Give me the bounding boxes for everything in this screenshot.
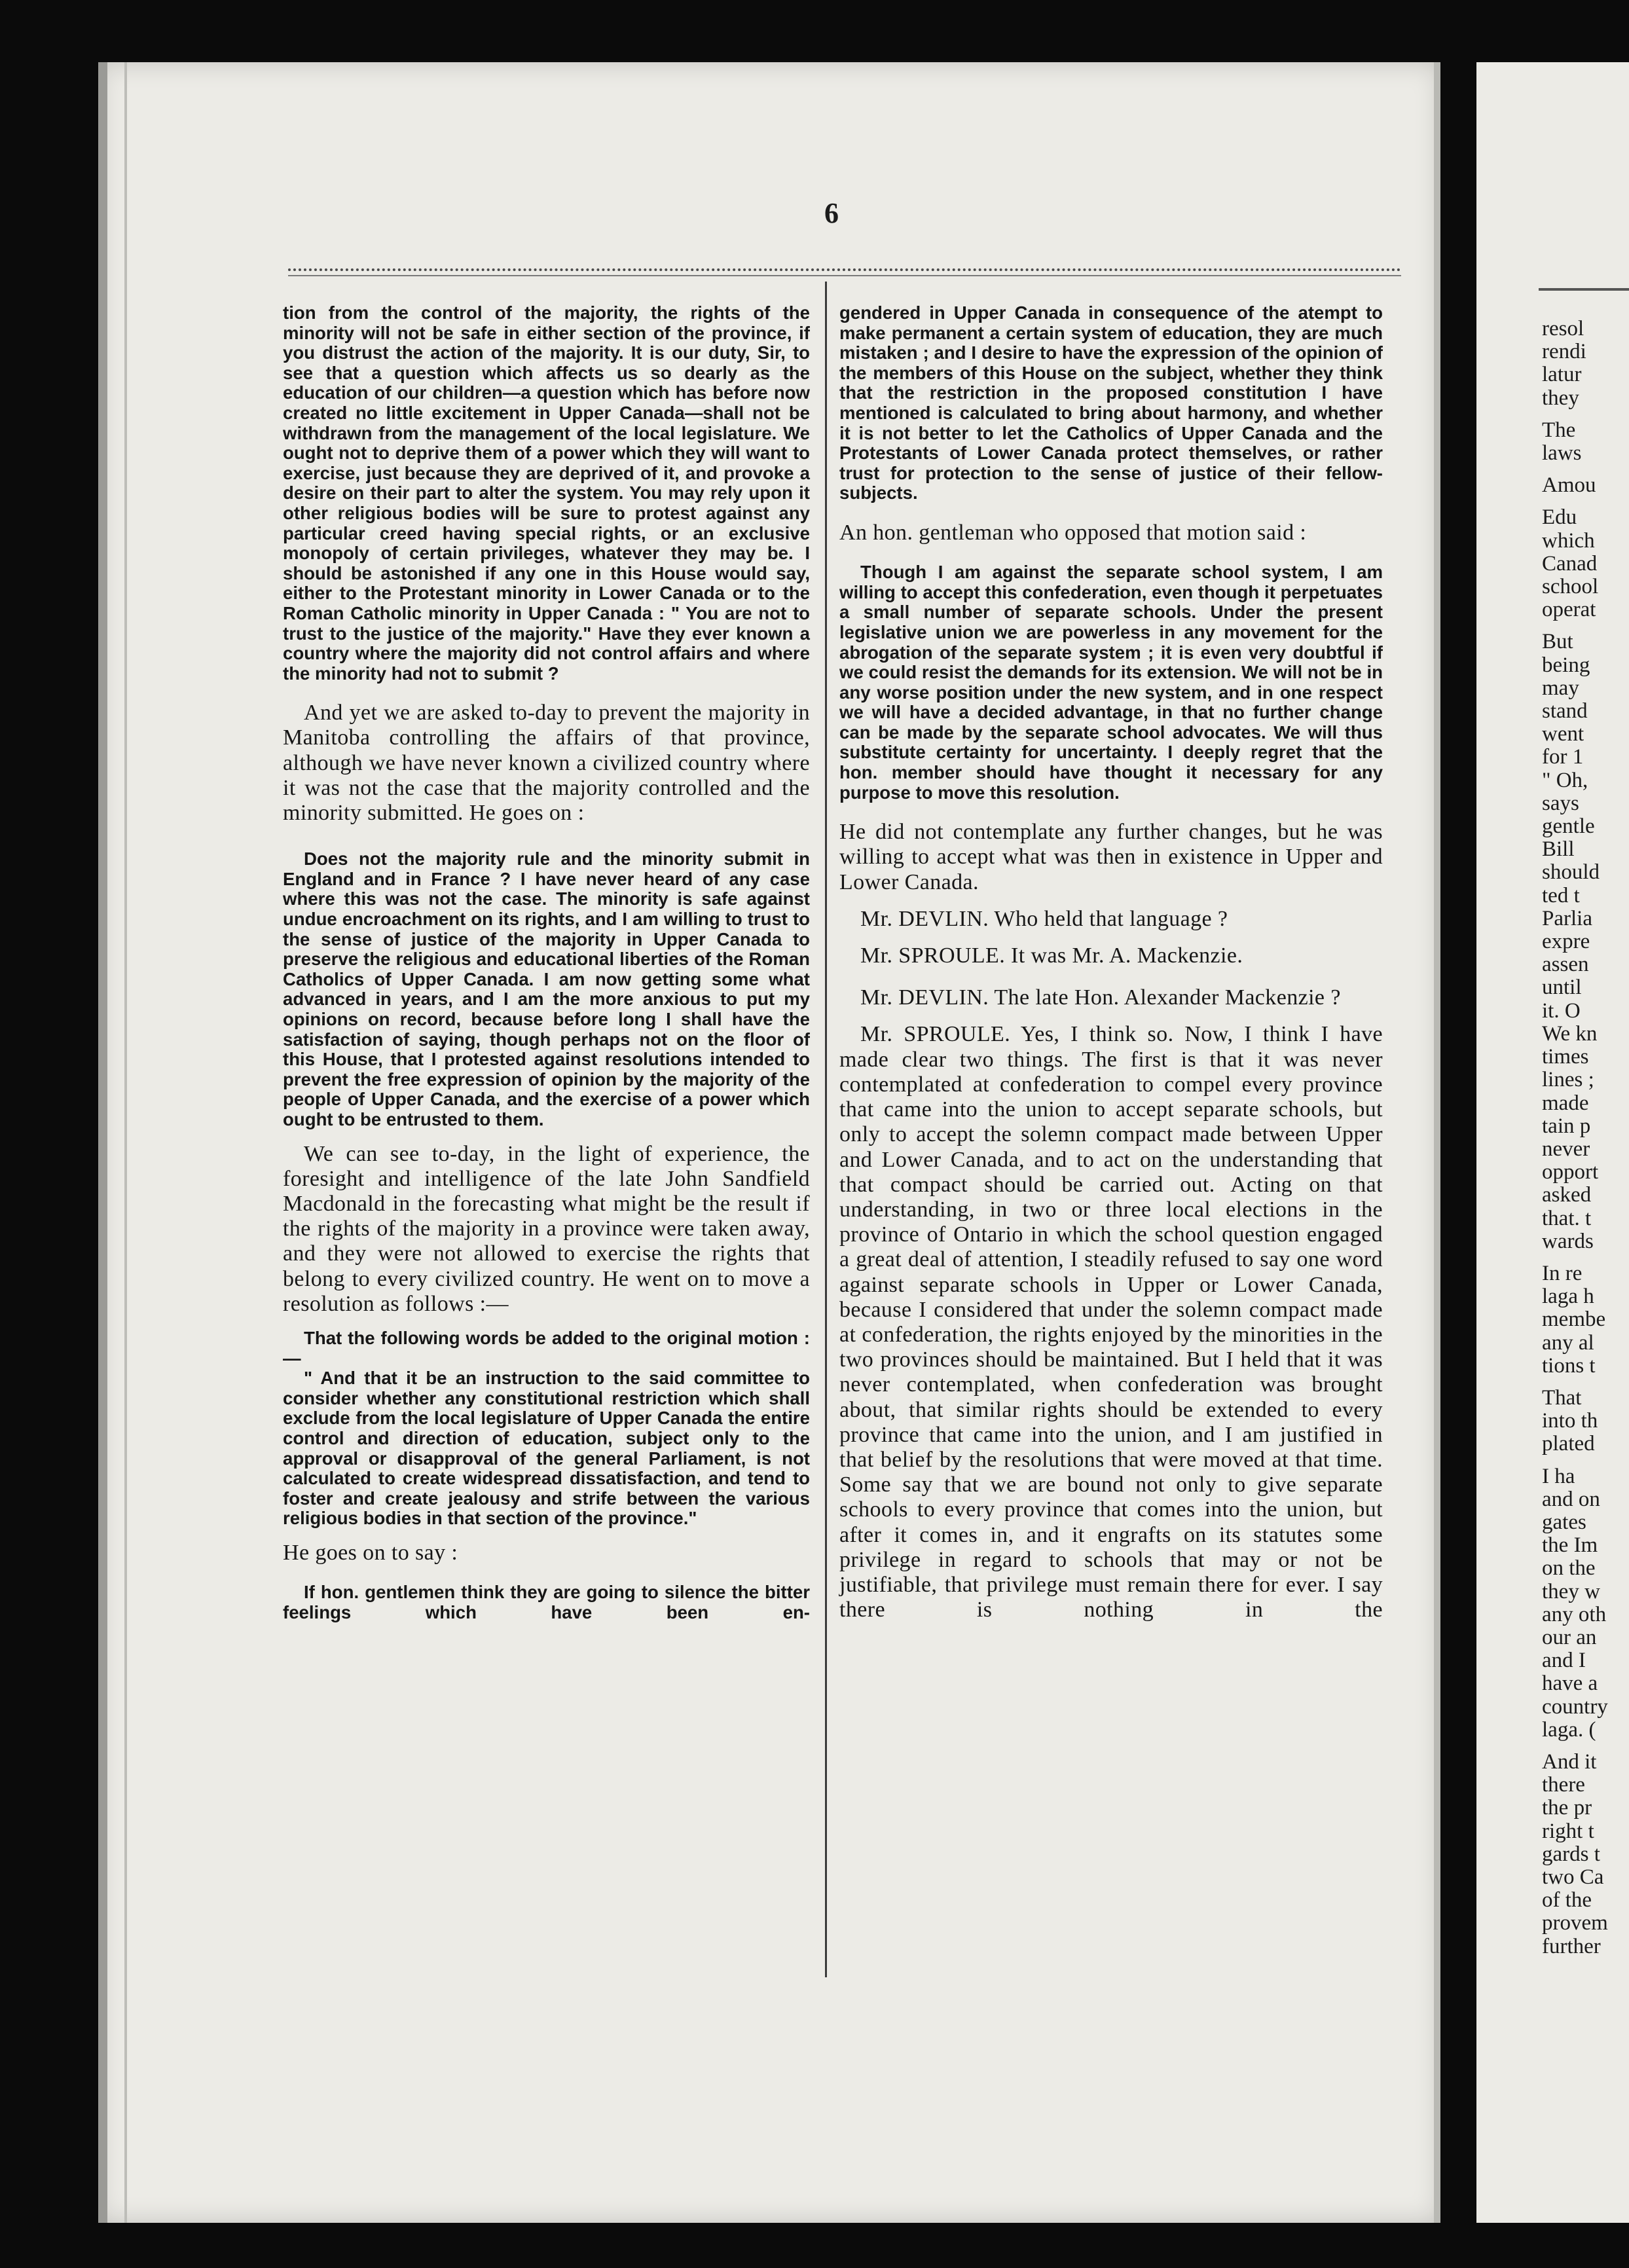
adjacent-page-gap [1542, 1378, 1629, 1387]
paragraph-quote: tion from the control of the majority, the rights of the minority will not be safe in either section of the province, if you distrust the action of the majority. It is our duty, Sir, to see that a question which affects us so dearly as the education of our children—a question which has before now created no little excitement in Upper Canada—shall not be withdrawn from the management of the local legislature. We ought not to deprive them of a power which they will want to exercise, just because they are deprived of it, and provoke a desire on their part to alter the system. You may rely upon it other religious bodies will be sure to protest against any particular creed having special rights, or an exclusive monopoly of certain privileges, whatever they may be. I should be astonished if any one in this House would say, either to the Protestant minority in Lower Canada or to the Roman Catholic minority in Upper Canada : " You are not to trust to the justice of the majority." Have they ever known a country where the majority did not control affairs and where the minority had not to submit ? [283, 302, 810, 684]
paragraph-quote: gendered in Upper Canada in consequence of the atempt to make permanent a certain system of education, they are much mistaken ; and I desire to have the expression of the opinion of the members of this House on the subject, whether they think that the restriction in the proposed constitution I have mentioned is calculated to bring about harmony, and whether it is not better to let the Catholics of Upper Canada and the Protestants of Lower Canada protect themselves, or rather trust for protection to the sense of justice of their fellow-subjects. [839, 302, 1383, 503]
adjacent-page-line: " Oh, [1542, 768, 1588, 792]
adjacent-page-gap [1542, 465, 1629, 474]
header-rule [288, 268, 1401, 271]
adjacent-page-line: right t [1542, 1819, 1594, 1843]
adjacent-page-line: any oth [1542, 1602, 1607, 1626]
column-divider [825, 282, 827, 1977]
adjacent-page-line: Bill [1542, 837, 1575, 862]
adjacent-page-line: any al [1542, 1330, 1594, 1355]
speaker-line: Mr. DEVLIN. The late Hon. Alexander Mackenzie ? [860, 985, 1341, 1010]
adjacent-page-gap [1542, 621, 1629, 631]
adjacent-page-text [1542, 318, 1629, 1958]
page-edge-right [1434, 62, 1440, 2223]
adjacent-page-line: latur [1542, 363, 1582, 387]
right-column [839, 303, 1383, 1622]
paragraph-quote: If hon. gentlemen think they are going to silence the bitter feelings which have been en- [283, 1582, 810, 1622]
adjacent-page-line: on the [1542, 1556, 1596, 1581]
adjacent-page-line: our an [1542, 1625, 1597, 1649]
adjacent-page-line: assen [1542, 953, 1589, 977]
adjacent-page-line: Amou [1542, 473, 1596, 498]
adjacent-page-line: says [1542, 791, 1579, 815]
adjacent-page-gap [1542, 497, 1629, 506]
adjacent-page-line: and on [1542, 1487, 1600, 1511]
paragraph-body: He did not contemplate any further changes, but he was willing to accept what was then in existence in Upper and Lower Canada. [839, 820, 1383, 894]
adjacent-page-line: until [1542, 976, 1582, 1000]
adjacent-page-line: being [1542, 653, 1590, 677]
paragraph-body: An hon. gentleman who opposed that motion said : [839, 520, 1307, 545]
adjacent-page-line: I ha [1542, 1464, 1575, 1488]
adjacent-page-line: laga. ( [1542, 1717, 1596, 1742]
adjacent-page-line: asked [1542, 1183, 1592, 1207]
adjacent-page-line: have a [1542, 1672, 1598, 1696]
adjacent-page-gap [1542, 1742, 1629, 1751]
adjacent-page-line: the Im [1542, 1533, 1598, 1558]
adjacent-page-line: they w [1542, 1579, 1600, 1603]
adjacent-page-line: may [1542, 676, 1579, 700]
header-rule-secondary [288, 275, 1401, 276]
adjacent-page-line: they [1542, 386, 1579, 410]
adjacent-page-line: rendi [1542, 340, 1586, 364]
adjacent-page-line: And it [1542, 1749, 1597, 1774]
adjacent-page-line: there [1542, 1773, 1585, 1797]
paragraph-body: He goes on to say : [283, 1540, 458, 1565]
paragraph-body: And yet we are asked to-day to prevent the majority in Manitoba controlling the affairs of that province, although we have never known a civilized country where it was not the case that the majority controlled and the minority submitted. He goes on : [283, 701, 810, 826]
adjacent-page-line: ted t [1542, 883, 1580, 907]
adjacent-page-line: plated [1542, 1432, 1595, 1456]
adjacent-page-line: should [1542, 860, 1600, 885]
adjacent-page [1476, 62, 1629, 2223]
adjacent-page-gap [1542, 410, 1629, 419]
adjacent-page-rule [1539, 288, 1629, 291]
speaker-line: Mr. DEVLIN. Who held that language ? [860, 906, 1228, 931]
adjacent-page-line: opport [1542, 1160, 1599, 1184]
adjacent-page-line: Parlia [1542, 906, 1592, 930]
speaker-line: Mr. SPROULE. It was Mr. A. Mackenzie. [860, 943, 1243, 968]
page-number: 6 [824, 197, 839, 229]
adjacent-page-line: gentle [1542, 814, 1595, 839]
paragraph-quote: Does not the majority rule and the minority submit in England and in France ? I have never heard of any case where this was not the case. The minority is safe against undue encroachment on its rights, and I am willing to trust to the sense of justice of the majority in Upper Canada to preserve the religious and educational liberties of the Roman Catholics of Upper Canada. I am now getting some what advanced in years, and I am the more anxious to put my opinions on record, because before long I shall have the satisfaction of saying, though perhaps not on the floor of this House, that I protested against resolutions intended to prevent the free expression of opinion by the majority of the people of Upper Canada, and the exercise of a power which ought to be entrusted to them. [283, 849, 810, 1130]
adjacent-page-line: country [1542, 1694, 1608, 1719]
adjacent-page-line: laga h [1542, 1285, 1594, 1309]
adjacent-page-line: The [1542, 418, 1576, 442]
adjacent-page-line: tain p [1542, 1114, 1591, 1138]
paragraph-motion: " And that it be an instruction to the said committee to consider whether any constitutional restriction which shall exclude from the local legislature of Upper Canada the entire control and direction of education, subject only to the approval or disapproval of the general Parliament, is not calculated to create widespread dissatisfaction, and tend to foster and create jealousy and strife between the various religious bodies in that section of the province." [283, 1368, 810, 1529]
adjacent-page-line: Canad [1542, 551, 1598, 576]
adjacent-page-line: school [1542, 575, 1599, 599]
adjacent-page-line: Edu [1542, 505, 1577, 530]
adjacent-page-line: In re [1542, 1261, 1583, 1285]
adjacent-page-line: gates [1542, 1510, 1586, 1534]
adjacent-page-line: it. O [1542, 998, 1581, 1023]
page-edge-line [124, 62, 127, 2223]
adjacent-page-line: into th [1542, 1409, 1598, 1433]
adjacent-page-line: the pr [1542, 1796, 1592, 1820]
adjacent-page-line: We kn [1542, 1021, 1598, 1046]
page-edge-shadow [98, 62, 107, 2223]
adjacent-page-line: expre [1542, 930, 1590, 954]
adjacent-page-line: operat [1542, 598, 1596, 622]
paragraph-body: We can see to-day, in the light of experience, the foresight and intelligence of the late John Sandfield Macdonald in the forecasting what might be the result if the rights of the majority in a province were taken away, and they were not allowed to exercise the rights that belong to every civilized country. He went on to move a resolution as follows :— [283, 1141, 810, 1316]
adjacent-page-line: gards t [1542, 1842, 1600, 1866]
adjacent-page-line: that. t [1542, 1206, 1592, 1230]
adjacent-page-line: two Ca [1542, 1865, 1604, 1889]
adjacent-page-line: for 1 [1542, 745, 1584, 769]
adjacent-page-line: lines ; [1542, 1068, 1594, 1092]
adjacent-page-line: made [1542, 1091, 1589, 1115]
adjacent-page-line: laws [1542, 441, 1582, 466]
adjacent-page-line: stand [1542, 699, 1588, 723]
adjacent-page-line: resol [1542, 317, 1584, 340]
paragraph-quote: That the following words be added to the original motion :— [283, 1328, 810, 1368]
adjacent-page-line: times [1542, 1045, 1589, 1069]
adjacent-page-line: provem [1542, 1911, 1608, 1935]
adjacent-page-line: wards [1542, 1229, 1594, 1253]
adjacent-page-line: But [1542, 630, 1573, 654]
adjacent-page-line: tions t [1542, 1353, 1596, 1378]
adjacent-page-gap [1542, 1456, 1629, 1465]
adjacent-page-line: further [1542, 1934, 1601, 1958]
adjacent-page-line: and I [1542, 1649, 1586, 1673]
adjacent-page-line: went [1542, 722, 1584, 746]
adjacent-page-line: of the [1542, 1888, 1592, 1912]
adjacent-page-line: never [1542, 1137, 1590, 1161]
adjacent-page-line: That [1542, 1385, 1582, 1410]
adjacent-page-line: which [1542, 528, 1595, 553]
paragraph-quote: Though I am against the separate school system, I am willing to accept this confederation, even though it perpetuates a small number of separate schools. Under the present legislative union we are powerless in any movement for the abrogation of the separate system ; it is even very doubtful if we could resist the demands for its extension. We will not be in any worse position under the new system, and in one respect we will have a decided advantage, in that no further change can be made by the separate school advocates. We will thus substitute certainty for uncertainty. I deeply regret that the hon. member should have thought it necessary for any purpose to move this resolution. [839, 562, 1383, 803]
adjacent-page-line: membe [1542, 1308, 1606, 1332]
adjacent-page-gap [1542, 1253, 1629, 1262]
speaker-paragraph: Mr. SPROULE. Yes, I think so. Now, I think I have made clear two things. The first is that it was never contemplated at confederation to compel every province that came into the union to accept separate schools, but only to accept the solemn compact made between Upper and Lower Canada, and to act on the understanding that that compact should be carried out. Acting on that understanding, in two or three local elections in the province of Ontario in which the school question engaged a great deal of attention, I steadily refused to say one word against separate schools in Upper or Lower Canada, because I considered that under the solemn compact made at confederation, the rights enjoyed by the minorities in the two provinces should be maintained. But I held that it was never contemplated, when confederation was brought about, that similar rights should be extended to every province that came into the union, and I am justified in that belief by the resolutions that were moved at that time. Some say that we are bound not only to give separate schools to every province that comes into the union, but after it comes in, and it engrafts on its statutes some privilege in regard to schools that may or not be justifiable, that privilege must remain there for ever. I say there is nothing in the [839, 1022, 1383, 1622]
left-column [283, 303, 810, 1622]
